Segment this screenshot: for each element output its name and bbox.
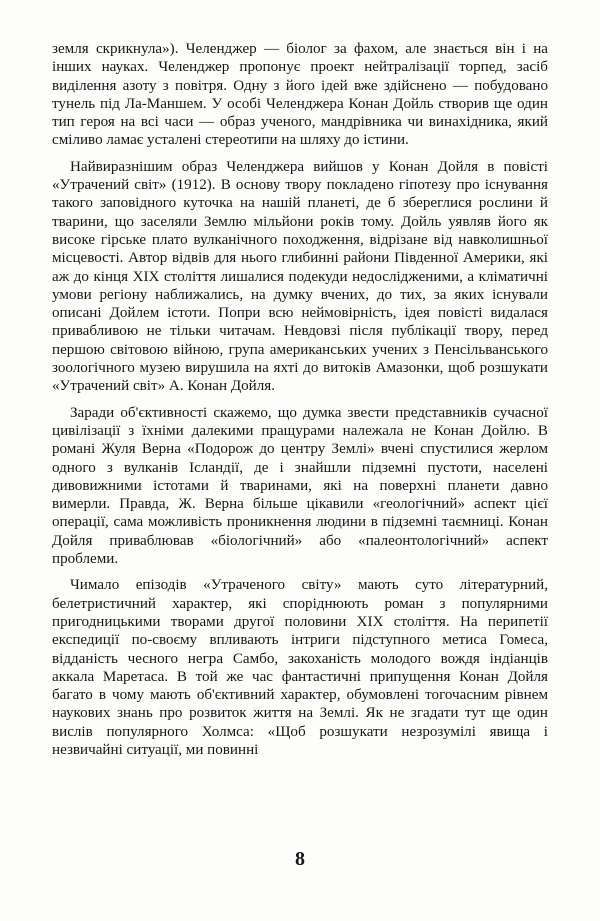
paragraph-gap [52,396,548,404]
paragraph-3: Заради об'єктивності скажемо, що думка звести представників сучасної цивілізації з їхніми далекими пращурами належала не Конан Дойлю. В романі Жуля Верна «Подорож до центру Землі» вчені спустилися жерлом одного з вулканів Ісландії, де і знайшли підземні пустоти, населені дивовижними істотами й тваринами, які на поверхні планети давно вимерли. Правда, Ж. Верна більше цікавили «геологічний» аспект цієї операції, сама можливість проникнення людини в підземні таємниці. Конан Дойля приваблював «біологічний» або «палеонтологічний» аспект проблеми. [52,404,548,568]
page-text-body [52,40,548,759]
paragraph-gap [52,150,548,158]
paragraph-1: земля скрикнула»). Челенджер — біолог за фахом, але знається він і на інших науках. Челенджер пропонує проект нейтралізації торпед, засіб виділення азоту з повітря. Одну з його ідей вже здійснено — побудовано тунель під Ла-Маншем. У особі Челенджера Конан Дойль створив ще один тип героя на всі часи — образ ученого, мандрівника чи винахідника, який сміливо ламає усталені стереотипи на шляху до істини. [52,41,548,149]
paragraph-2: Найвиразнішим образ Челенджера вийшов у Конан Дойля в повісті «Утрачений світ» (1912). В основу твору покладено гіпотезу про існування такого заповідного куточка на нашій планеті, де б збереглися рослини й тварини, що заселяли Землю мільйони років тому. Дойль уявляв його як високе гірське плато вулканічного походження, відрізане від навколишньої місцевості. Автор відвів для нього глибинні райони Південної Америки, які аж до кінця XIX століття лишалися подекуди недослідженими, а кліматичні умови регіону наближались, на думку вчених, до тих, за яких існували описані Дойлем істоти. Попри всю неймовірність, ідея повісті видалася привабливою не тільки читачам. Невдовзі після публікації твору, перед першою світовою війною, група американських учених з Пенсільванського зоологічного музею вирушила на яхті до витоків Амазонки, щоб розшукати «Утрачений світ» А. Конан Дойля. [52,158,548,395]
paragraph-gap [52,568,548,576]
page-number: 8 [295,848,305,870]
paragraph-4: Чимало епізодів «Утраченого світу» мають суто літературний, белетристичний характер, які споріднюють роман з популярними пригодницькими творами другої половини XIX століття. На перипетії експедиції по-своєму впливають інтриги підступного метиса Гомеса, відданість чесного негра Самбо, закоханість молодого вождя індіанців аккала Маретаса. В той же час фантастичні припущення Конан Дойля багато в чому мають об'єктивний характер, обумовлені тогочасним рівнем наукових знань про розвиток життя на Землі. Як не згадати тут ще один вислів популярного Холмса: «Щоб розшукати незрозумілі явища і незвичайні ситуації, ми повинні [52,577,548,758]
